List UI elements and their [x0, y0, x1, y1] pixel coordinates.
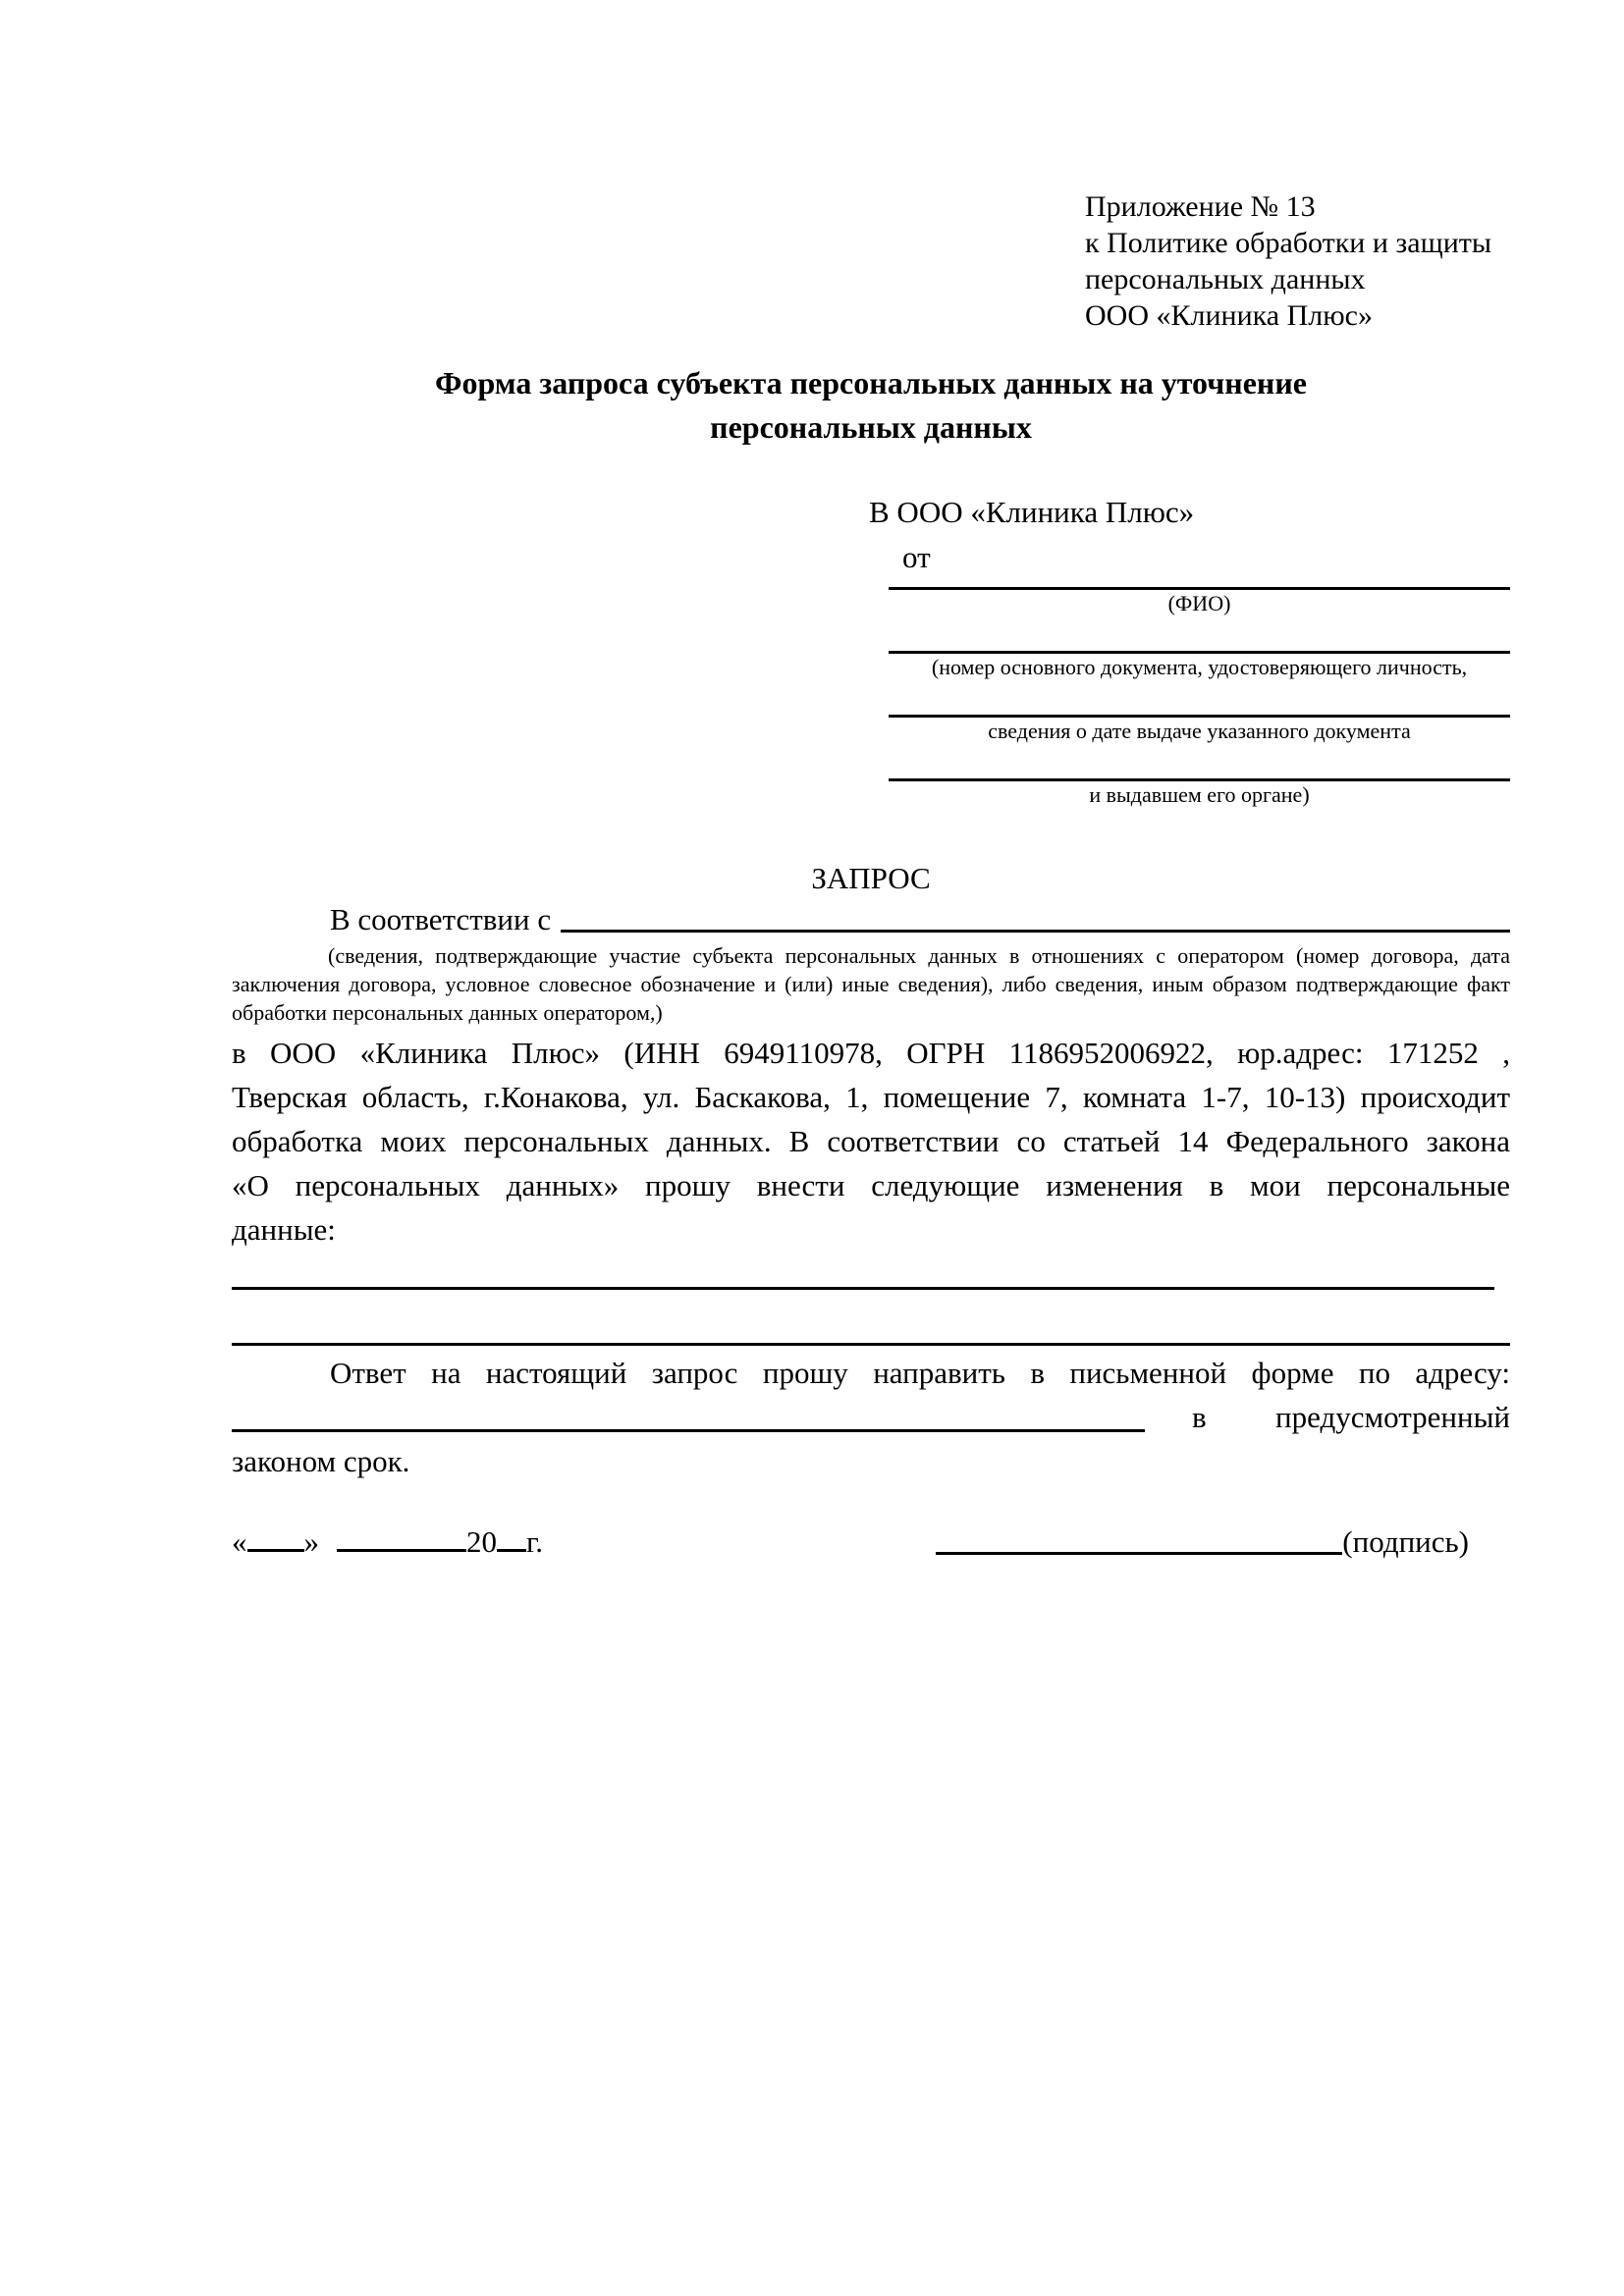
date-signature-row	[232, 1522, 1510, 1562]
issuing-authority-caption: и выдавшем его органе)	[1089, 782, 1310, 807]
open-quote: «	[232, 1524, 247, 1559]
signature-caption: (подпись)	[1342, 1524, 1469, 1559]
fio-caption: (ФИО)	[1167, 591, 1231, 615]
reply-paragraph-line-3: законом срок.	[232, 1444, 410, 1478]
month-blank-line	[337, 1523, 466, 1552]
reply-paragraph-line-2	[232, 1395, 1510, 1439]
intro-row	[232, 900, 1510, 939]
document-title-line: персональных данных	[710, 409, 1032, 445]
intro-prefix: В соответствии с	[330, 902, 552, 936]
appendix-line: Приложение № 13	[1085, 190, 1316, 223]
appendix-line: ООО «Клиника Плюс»	[1085, 299, 1373, 332]
appendix-line: персональных данных	[1085, 263, 1366, 295]
request-heading: ЗАПРОС	[811, 861, 931, 895]
reply-word-predusmotrennyj: предусмотренный	[1275, 1400, 1510, 1434]
recipient-to: В ООО «Клиника Плюс»	[869, 495, 1195, 529]
document-title-line: Форма запроса субъекта персональных данных на уточнение	[435, 365, 1307, 400]
reply-word-v: в	[1192, 1400, 1207, 1434]
signature-field	[936, 1522, 1469, 1562]
blank-line-1	[232, 1287, 1494, 1290]
date-field	[232, 1522, 543, 1562]
year-prefix: 20	[466, 1524, 497, 1559]
footnote-text: (сведения, подтверждающие участие субъекта персональных данных в отношениях с оператором (номер договора, дата заключения договора, условное словесное обозначение и (или) иные сведения), либо сведения, иным образом подтверждающие факт обработки персональных данных оператором,)	[232, 943, 1510, 1025]
appendix-note	[1085, 188, 1510, 334]
recipient-block	[869, 493, 1510, 809]
document-title	[232, 361, 1510, 450]
address-blank-line	[232, 1429, 1145, 1432]
doc-number-blank-line	[889, 617, 1510, 654]
doc-number-caption: (номер основного документа, удостоверяющего личность,	[931, 655, 1468, 679]
year-blank-line	[497, 1523, 526, 1552]
appendix-line: к Политике обработки и защиты	[1085, 227, 1492, 259]
year-suffix: г.	[526, 1524, 543, 1559]
reply-paragraph-line-1: Ответ на настоящий запрос прошу направить в письменной форме по адресу:	[330, 1356, 1510, 1390]
close-quote: »	[303, 1524, 319, 1559]
issuing-authority-blank-line	[889, 745, 1510, 781]
recipient-from-label: от	[902, 540, 931, 574]
signature-blank-line	[936, 1526, 1342, 1555]
issue-date-blank-line	[889, 681, 1510, 718]
body-paragraph: в ООО «Клиника Плюс» (ИНН 6949110978, ОГРН 1186952006922, юр.адрес: 171252 , Тверская область, г.Конакова, ул. Баскакова, 1, помещение 7, комната 1-7, 10-13) происходит обработка моих персональных данных. В соответствии со статьей 14 Федерального закона «О персональных данных» прошу внести следующие изменения в мои персональные данные:	[232, 1036, 1510, 1247]
day-blank-line	[247, 1523, 304, 1552]
fio-blank-line	[889, 577, 1510, 590]
intro-blank-line	[561, 930, 1510, 933]
blank-line-2	[232, 1343, 1510, 1346]
issue-date-caption: сведения о дате выдаче указанного документа	[988, 719, 1411, 743]
